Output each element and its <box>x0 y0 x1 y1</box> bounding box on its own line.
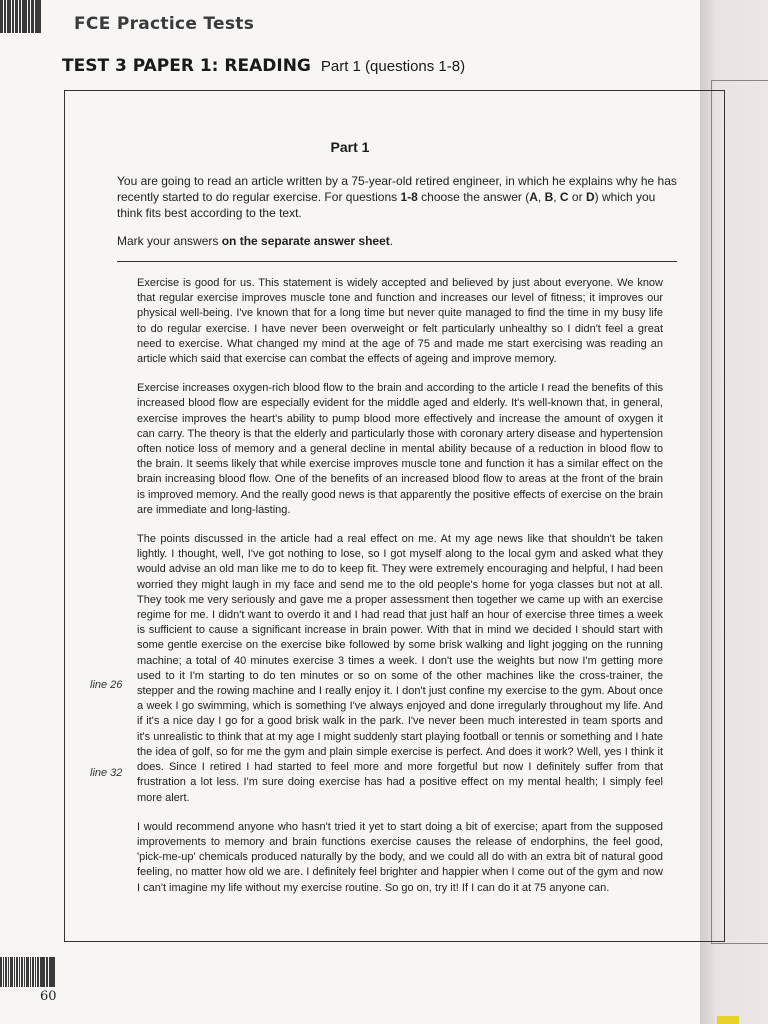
divider-rule <box>117 261 677 262</box>
page-number: 60 <box>40 989 57 1004</box>
part-heading: Part 1 <box>330 139 370 155</box>
test-title-sub: Part 1 (questions 1-8) <box>320 58 466 75</box>
article-text <box>137 276 663 910</box>
test-title <box>62 56 465 76</box>
article-paragraph-3: The points discussed in the article had a real effect on me. At my age news like that shouldn't be taken lightly. I thought, well, I've got nothing to lose, so I got myself along to the local gym and asked what they would advise an old man like me to do to keep fit. They were extremely encouraging and helpful, I had been worried they might laugh in my face and send me to the old people's home for yoga classes but not at all. They took me very seriously and gave me a proper assessment then together we came up with an exercise regime for me. I didn't want to overdo it and I had read that just half an hour of exercise three times a week is sufficient to cause a significant increase in brain power. With that in mind we decided I should start with some gentle exercise on the exercise bike followed by some brisk walking and light jogging on the running machine; a total of 40 minutes exercise 3 times a week. I don't use the weights but now I'm getting more used to it I'm starting to do ten minutes or so on some of the other machines like the cross-trainer, the stepper and the rowing machine and I really enjoy it. I don't just confine my exercise to the gym. About once a week I go swimming, which is something I've always enjoyed and done irregularly throughout my life. And if it's a nice day I go for a good brisk walk in the park. I've never been much interested in team sports and it's unrealistic to think that at my age I might suddenly start playing football or tennis or something and I hate the idea of golf, so for me the gym and plain simple exercise is perfect. And does it work? Well, yes I think it does. Since I retired I had started to feel more and more forgetful but now I definitely suffer from that frustration a lot less. I'm sure doing exercise has had a positive effect on my mental health; I simply feel more alert. <box>137 533 663 804</box>
line-marker-32: line 32 <box>90 767 123 779</box>
facing-page-color-strip <box>717 1016 739 1024</box>
article-paragraph-1: Exercise is good for us. This statement is widely accepted and believed by just about everyone. We know that regular exercise improves muscle tone and function and increases our level of fitness; it improves our physical well-being. I've known that for a long time but never quite managed to find the time in my busy life to do regular exercise. I have never been overweight or felt particularly unhealthy so I didn't feel a great need to exercise. What changed my mind at the age of 75 and made me start exercising was reading an article which said that exercise can combat the effects of ageing and improve memory. <box>137 277 663 366</box>
intro-paragraph: You are going to read an article written by a 75-year-old retired engineer, in which he explains why he has recently started to do regular exercise. For questions 1-8 choose the answer (A, B, C or D) which you think fits best according to the text. <box>117 174 677 220</box>
article-paragraph-4: I would recommend anyone who hasn't tried it yet to start doing a bit of exercise; apart from the supposed improvements to memory and brain functions exercise causes the release of endorphins, the feel good, 'pick-me-up' chemicals produced naturally by the body, and we could all do with an extra bit of natural good feeling, no matter how old we are. I definitely feel brighter and happier when I come out of the gym and now I can't imagine my life without my exercise routine. So go on, try it! If I can do it at 75 anyone can. <box>137 820 663 894</box>
test-title-main: TEST 3 PAPER 1: READING <box>62 56 311 76</box>
barcode-mark-top <box>0 0 41 33</box>
line-marker-26: line 26 <box>90 679 123 691</box>
instruction-line: Mark your answers on the separate answer sheet. <box>117 234 394 248</box>
barcode-mark-bottom <box>0 957 55 987</box>
running-head: FCE Practice Tests <box>74 14 255 34</box>
article-paragraph-2: Exercise increases oxygen-rich blood flow to the brain and according to the article I read the benefits of this increased blood flow are especially evident for the middle aged and elderly. It's well-known that, in general, exercise improves the heart's ability to pump blood more effectively and increase the amount of oxygen it can carry. The theory is that the elderly and particularly those with coronary artery disease and hypertension often notice loss of memory and a general decline in mental ability because of a reduction in blood flow to the brain. It seems likely that while exercise improves muscle tone and function it has a similar effect on the brain increasing blood flow. One of the benefits of an increased blood flow to areas at the front of the brain is improved memory. And the really good news is that apparently the positive effects of exercise on the brain are immediate and long-lasting. <box>137 382 663 516</box>
